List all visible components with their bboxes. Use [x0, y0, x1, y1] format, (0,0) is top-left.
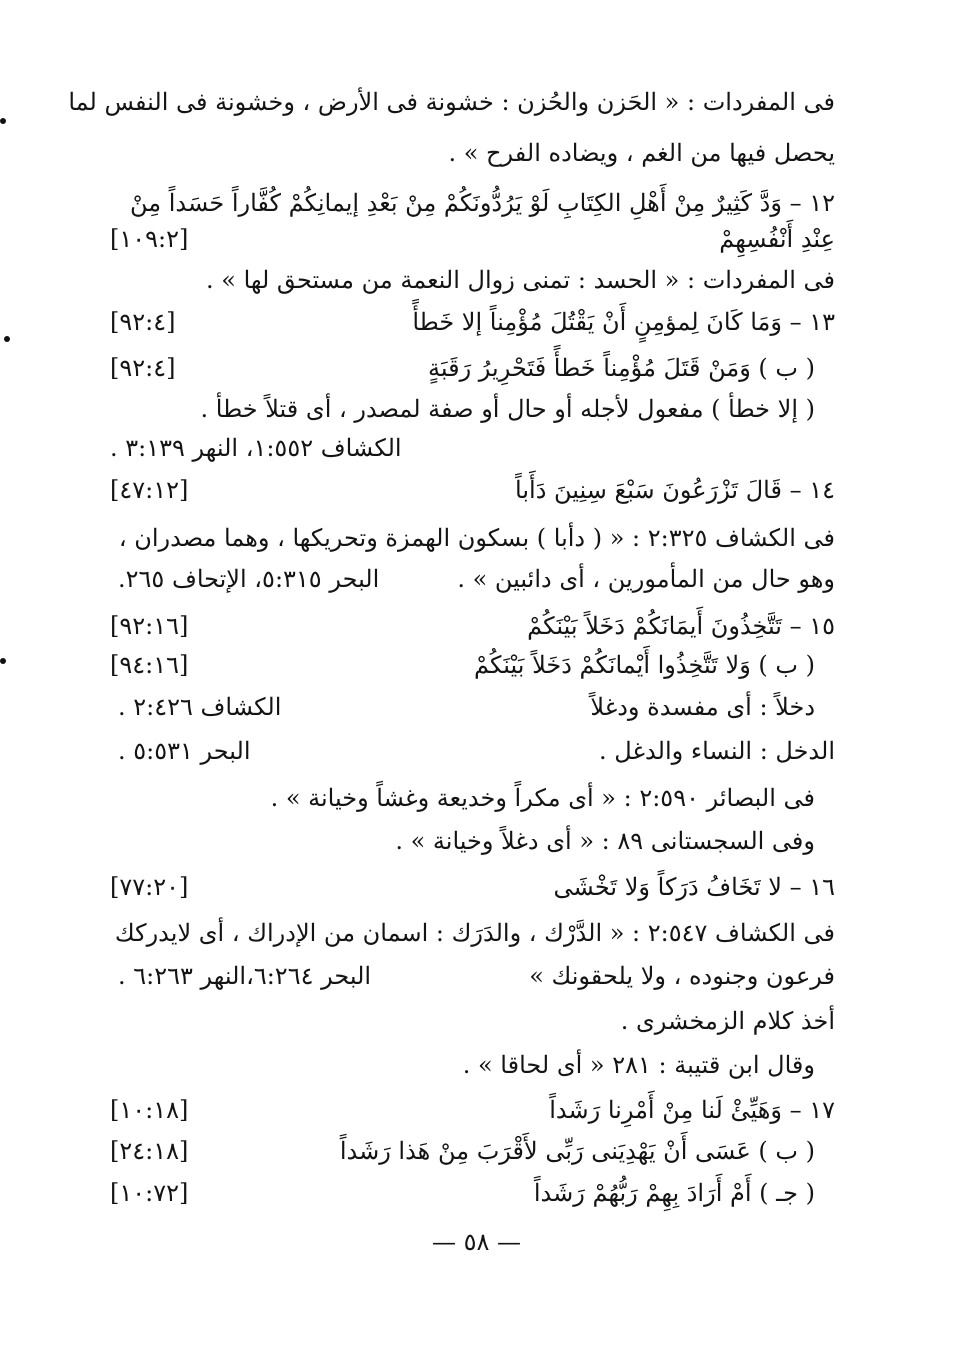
source-citation: الكشاف ١:٥٥٢، النهر ٣:١٣٩ .	[110, 434, 402, 462]
arabic-text: فى البصائر ٢:٥٩٠ : « أى مكراً وخديعة وغشاً وخيانة » .	[270, 784, 815, 812]
verse-text: ١٧ – وَهَيِّئْ لَنا مِنْ أَمْرِنا رَشَداً	[549, 1096, 835, 1124]
verse-line	[0, 642, 953, 688]
text-line	[0, 130, 953, 176]
arabic-text: فى الكشاف ٢:٣٢٥ : « ( دأبا ) بسكون الهمزة وتحريكها ، وهما مصدران ،	[118, 524, 835, 552]
text-line	[0, 998, 953, 1044]
arabic-text: دخلاً : أى مفسدة ودغلاً	[590, 693, 815, 721]
text-line	[0, 910, 953, 956]
verse-reference: [١٠:١٨]	[110, 1096, 189, 1124]
source-citation: البحر ٦:٢٦٤،النهر ٦:٢٦٣ .	[118, 962, 372, 990]
scan-margin-mark	[4, 336, 10, 342]
verse-line	[0, 216, 953, 262]
scan-margin-mark	[0, 658, 6, 664]
verse-text: ١٤ – قَالَ تَزْرَعُونَ سَبْعَ سِنِينَ دَأَباً	[515, 476, 835, 504]
verse-reference: [٤٧:١٢]	[110, 476, 189, 504]
verse-line	[0, 345, 953, 391]
arabic-text: فى الكشاف ٢:٥٤٧ : « الدَّرْك ، والدَرَك : اسمان من الإدراك ، أى لايدركك	[114, 919, 835, 947]
scan-margin-mark	[0, 118, 6, 124]
source-citation: البحر ٥:٥٣١ .	[118, 737, 251, 765]
text-line	[0, 953, 953, 999]
text-line	[0, 79, 953, 125]
source-citation: الكشاف ٢:٤٢٦ .	[118, 693, 282, 721]
verse-reference: [١٠:٧٢]	[110, 1179, 189, 1207]
arabic-text: فى المفردات : « الحسد : تمنى زوال النعمة من مستحق لها » .	[206, 266, 835, 294]
arabic-text: ( إلا خطأ ) مفعول لأجله أو حال أو صفة لمصدر ، أى قتلاً خطأ .	[200, 395, 815, 423]
text-line	[0, 257, 953, 303]
text-line	[0, 684, 953, 730]
text-line	[0, 728, 953, 774]
verse-reference: [٩٢:٤]	[110, 354, 176, 382]
verse-reference: [٧٧:٢٠]	[110, 873, 189, 901]
verse-line	[0, 1128, 953, 1174]
verse-text: ١٦ – لا تَخَافُ دَرَكاً وَلا تَخْشَى	[553, 873, 835, 901]
verse-line	[0, 1087, 953, 1133]
arabic-text: فى المفردات : « الحَزن والحُزن : خشونة فى الأرض ، وخشونة فى النفس لما	[68, 88, 835, 116]
verse-text: عِنْدِ أَنْفُسِهِمْ	[719, 225, 835, 253]
text-line	[0, 1042, 953, 1088]
verse-reference: [٩٢:١٦]	[110, 612, 189, 640]
verse-reference: [٢٤:١٨]	[110, 1137, 189, 1165]
verse-text: ١٥ – تَتَّخِذُونَ أَيمَانَكُمْ دَخَلاً بَيْنَكُمْ	[527, 612, 835, 640]
verse-reference: [٩٤:١٦]	[110, 651, 189, 679]
verse-line	[0, 864, 953, 910]
text-line	[0, 818, 953, 864]
text-line	[0, 515, 953, 561]
verse-text: ١٣ – وَمَا كَانَ لِمؤمِنٍ أَنْ يَقْتُلَ مُؤْمِناً إلا خَطأً	[412, 308, 835, 336]
arabic-text: فرعون وجنوده ، ولا يلحقونك »	[529, 962, 835, 990]
verse-reference: [٩٢:٤]	[110, 308, 176, 336]
verse-reference: [١٠٩:٢]	[110, 225, 189, 253]
text-line	[0, 775, 953, 821]
verse-line	[0, 299, 953, 345]
arabic-text: وفى السجستانى ٨٩ : « أى دغلاً وخيانة » .	[395, 827, 815, 855]
verse-text: ( ب ) عَسَى أَنْ يَهْدِيَنى رَبِّى لأَقْرَبَ مِنْ هَذا رَشَداً	[339, 1137, 815, 1165]
verse-line	[0, 467, 953, 513]
source-line	[0, 425, 953, 471]
verse-line	[0, 1170, 953, 1216]
verse-text: ( جـ ) أَمْ أَرَادَ بِهِمْ رَبُّهُمْ رَشَداً	[533, 1179, 815, 1207]
verse-text: ( ب ) وَلا تَتَّخِذُوا أَيْمانَكُمْ دَخَلاً بَيْنَكُمْ	[474, 651, 815, 679]
page-number: — ٥٨ —	[431, 1228, 522, 1256]
verse-text: ( ب ) وَمَنْ قَتَلَ مُؤْمِناً خَطأً فَتَحْرِيرُ رَقَبَةٍ	[428, 354, 815, 382]
arabic-text: الدخل : النساء والدغل .	[599, 737, 835, 765]
arabic-text: وهو حال من المأمورين ، أى دائبين » .	[457, 565, 835, 593]
text-line	[0, 556, 953, 602]
verse-text: ١٢ – وَدَّ كَثِيرٌ مِنْ أَهْلِ الكِتَابِ لَوْ يَرُدُّونَكُمْ مِنْ بَعْدِ إيمانِكُمْ كُفَّاراً حَسَداً مِنْ	[129, 189, 835, 217]
arabic-text: يحصل فيها من الغم ، ويضاده الفرح » .	[448, 139, 835, 167]
source-citation: البحر ٥:٣١٥، الإتحاف ٢٦٥.	[118, 565, 380, 593]
arabic-text: أخذ كلام الزمخشرى .	[620, 1007, 835, 1035]
arabic-text: وقال ابن قتيبة : ٢٨١ « أى لحاقا » .	[462, 1051, 815, 1079]
